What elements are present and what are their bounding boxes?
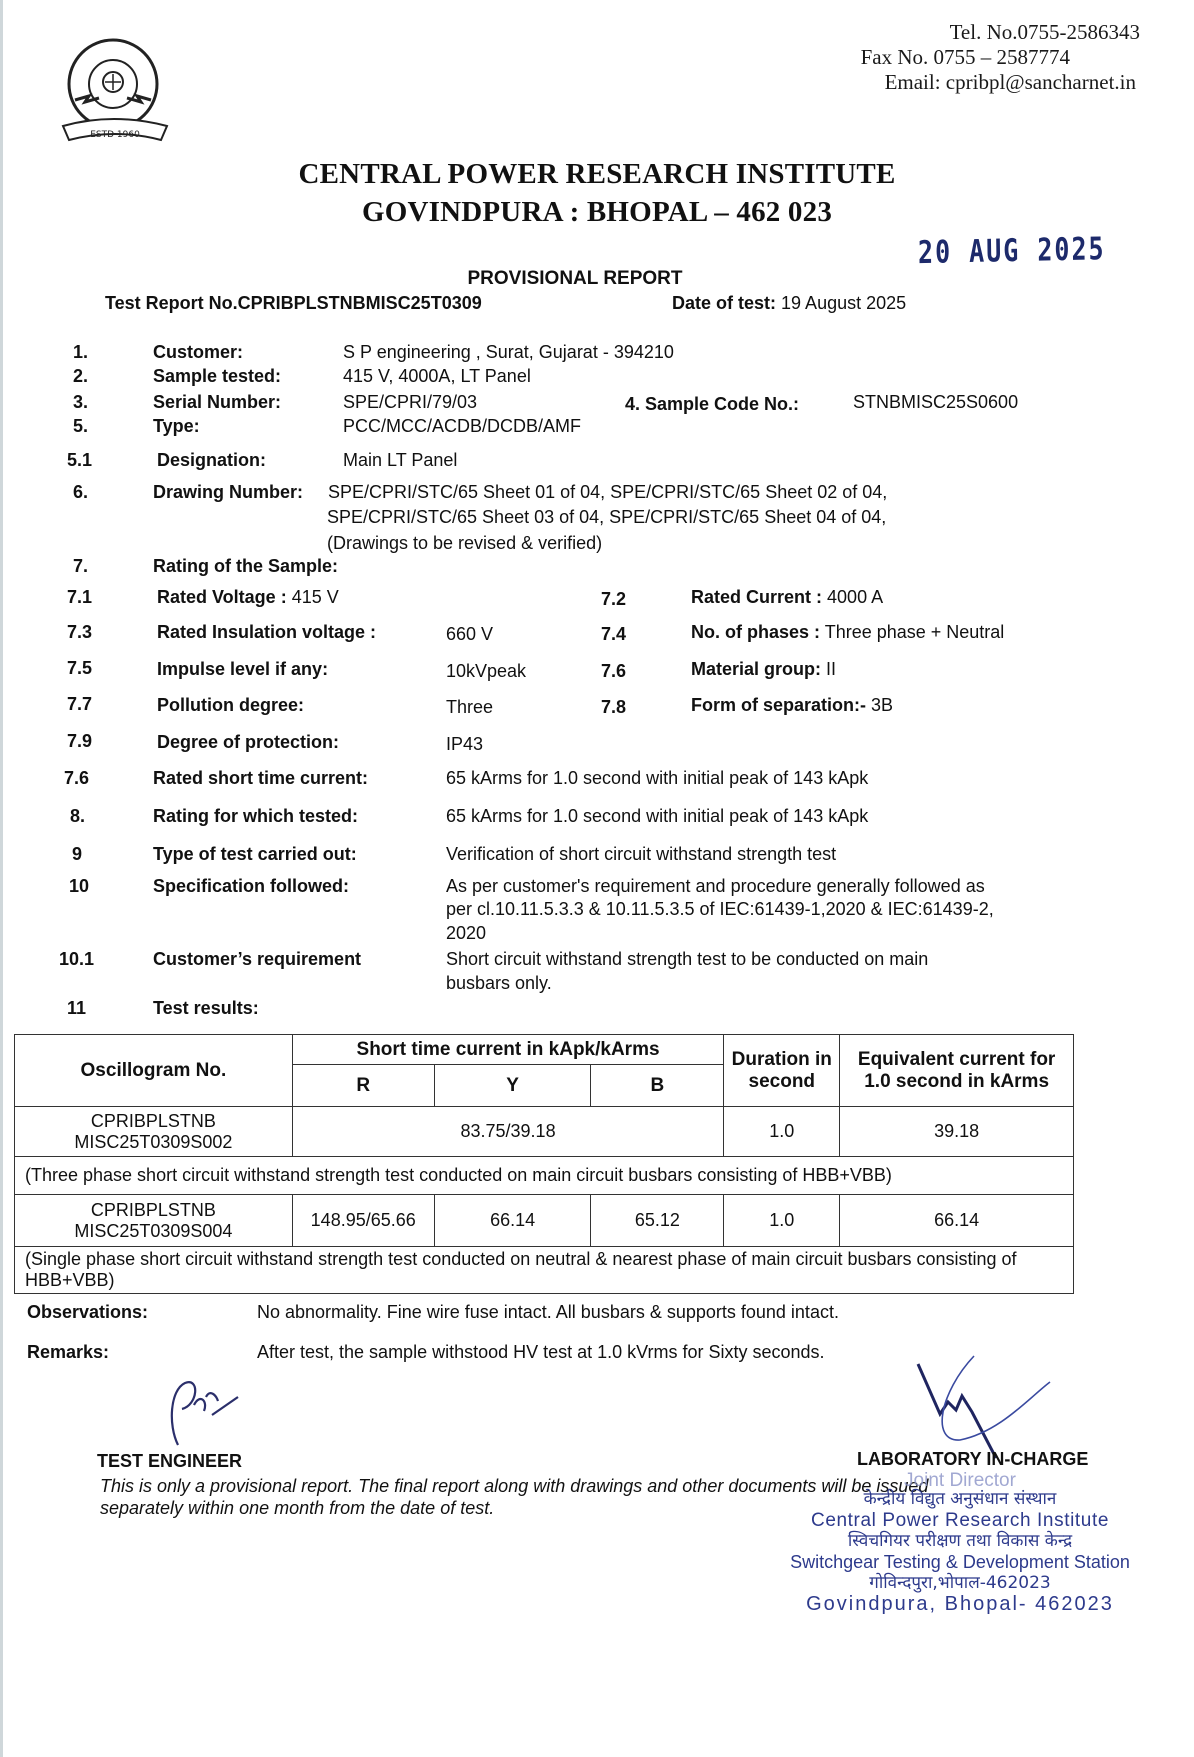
cpri-emblem-icon bbox=[55, 34, 175, 152]
impulse-level-label: Impulse level if any: bbox=[157, 659, 329, 679]
report-type: PROVISIONAL REPORT bbox=[467, 268, 683, 289]
header-equivalent-current: Equivalent current for 1.0 second in kArms bbox=[840, 1035, 1074, 1107]
table-note-row bbox=[15, 1157, 1074, 1195]
official-seal-stamp bbox=[780, 1470, 1140, 1615]
customer-label: Customer: bbox=[153, 342, 244, 362]
item-number: 7.6 bbox=[601, 661, 627, 681]
header-phase-y: Y bbox=[434, 1065, 591, 1107]
date-stamp: 20 AUG 2025 bbox=[917, 230, 1106, 271]
test-results-heading: Test results: bbox=[153, 998, 259, 1018]
item-number: 10.1 bbox=[59, 949, 95, 969]
disclaimer-line: This is only a provisional report. The final report along with drawings and other documents will be issued bbox=[100, 1476, 929, 1496]
phase-r-current: 148.95/65.66 bbox=[292, 1195, 434, 1247]
item-number: 7.6 bbox=[64, 768, 90, 788]
row-note: (Three phase short circuit withstand strength test conducted on main circuit busbars consisting of HBB+VBB) bbox=[15, 1157, 1074, 1195]
disclaimer-line: separately within one month from the date of test. bbox=[100, 1498, 495, 1518]
header-phase-r: R bbox=[292, 1065, 434, 1107]
rated-current bbox=[691, 587, 883, 608]
rated-current-value: 4000 A bbox=[827, 587, 884, 607]
item-number: 10 bbox=[69, 876, 90, 896]
rated-voltage-value: 415 V bbox=[291, 587, 339, 607]
remarks-value: After test, the sample withstood HV test at 1.0 kVrms for Sixty seconds. bbox=[257, 1342, 825, 1362]
table-row bbox=[15, 1195, 1074, 1247]
serial-number-label: Serial Number: bbox=[153, 392, 282, 412]
oscillogram-line: CPRIBPLSTNB bbox=[90, 1199, 216, 1220]
seal-institute: Central Power Research Institute bbox=[811, 1510, 1109, 1531]
serial-number-value: SPE/CPRI/79/03 bbox=[343, 392, 478, 412]
oscillogram-line: MISC25T0309S002 bbox=[74, 1131, 233, 1152]
phases-label: No. of phases : bbox=[691, 622, 821, 642]
type-label: Type: bbox=[153, 416, 200, 436]
sample-tested-value: 415 V, 4000A, LT Panel bbox=[343, 366, 531, 386]
degree-of-protection-label: Degree of protection: bbox=[157, 732, 340, 752]
row-note: (Single phase short circuit withstand strength test conducted on neutral & nearest phase of main circuit busbars consisting of HBB+VBB) bbox=[15, 1247, 1074, 1294]
institute-address: GOVINDPURA : BHOPAL – 462 023 bbox=[361, 196, 833, 228]
item-number: 7.4 bbox=[601, 624, 627, 644]
item-number: 7.2 bbox=[601, 589, 627, 609]
item-number: 7.5 bbox=[67, 658, 93, 678]
item-number: 5.1 bbox=[67, 450, 93, 470]
seal-designation: Joint Director bbox=[904, 1470, 1016, 1491]
table-row bbox=[15, 1107, 1074, 1157]
rating-tested-label: Rating for which tested: bbox=[153, 806, 359, 826]
rated-short-time-current-label: Rated short time current: bbox=[153, 768, 369, 788]
insulation-voltage-value: 660 V bbox=[446, 624, 494, 644]
material-group bbox=[691, 659, 836, 680]
item-number: 11 bbox=[67, 998, 87, 1018]
rating-heading: Rating of the Sample: bbox=[153, 556, 339, 576]
rated-current-label: Rated Current : bbox=[691, 587, 823, 607]
item-number: 1. bbox=[73, 342, 89, 362]
test-engineer-title: TEST ENGINEER bbox=[97, 1451, 243, 1471]
specification-line: 2020 bbox=[446, 923, 487, 943]
fax: Fax No. 0755 – 2587774 bbox=[860, 45, 1070, 69]
seal-hindi-address: गोविन्दपुरा,भोपाल-462023 bbox=[869, 1573, 1051, 1593]
scan-edge bbox=[0, 0, 3, 1757]
oscillogram-number bbox=[15, 1107, 293, 1157]
duration: 1.0 bbox=[724, 1195, 840, 1247]
date-of-test-label: Date of test: bbox=[672, 293, 777, 313]
phases-value: Three phase + Neutral bbox=[824, 622, 1005, 642]
specification-line: per cl.10.11.5.3.3 & 10.11.5.3.5 of IEC:61439-1,2020 & IEC:61439-2, bbox=[446, 899, 994, 919]
rated-voltage-label: Rated Voltage : bbox=[157, 587, 287, 607]
item-number: 5. bbox=[73, 416, 89, 436]
designation-label: Designation: bbox=[157, 450, 267, 470]
specification-line: As per customer's requirement and procedure generally followed as bbox=[446, 876, 985, 896]
item-number: 3. bbox=[73, 392, 89, 412]
date-of-test-value: 19 August 2025 bbox=[781, 293, 907, 313]
impulse-level-value: 10kVpeak bbox=[446, 661, 527, 681]
drawing-line: SPE/CPRI/STC/65 Sheet 03 of 04, SPE/CPRI/STC/65 Sheet 04 of 04, bbox=[327, 507, 887, 527]
table-note-row bbox=[15, 1247, 1074, 1294]
institute-name: CENTRAL POWER RESEARCH INSTITUTE bbox=[298, 158, 896, 190]
oscillogram-line: CPRIBPLSTNB bbox=[90, 1110, 216, 1131]
report-number: Test Report No.CPRIBPLSTNBMISC25T0309 bbox=[105, 293, 482, 313]
item-number: 9 bbox=[72, 844, 83, 864]
insulation-voltage-label: Rated Insulation voltage : bbox=[157, 622, 377, 642]
telephone: Tel. No.0755-2586343 bbox=[949, 20, 1140, 44]
phase-y-current: 66.14 bbox=[434, 1195, 591, 1247]
observations-label: Observations: bbox=[27, 1302, 149, 1322]
test-type-label: Type of test carried out: bbox=[153, 844, 357, 864]
seal-address: Govindpura, Bhopal- 462023 bbox=[806, 1593, 1114, 1615]
customer-requirement-label: Customer’s requirement bbox=[153, 949, 362, 969]
item-number: 7.9 bbox=[67, 731, 93, 751]
rating-tested-value: 65 kArms for 1.0 second with initial peak of 143 kApk bbox=[446, 806, 869, 826]
item-number: 7.3 bbox=[67, 622, 93, 642]
sample-code-value: STNBMISC25S0600 bbox=[853, 392, 1019, 412]
sample-code-label: 4. Sample Code No.: bbox=[625, 394, 800, 414]
combined-current: 83.75/39.18 bbox=[292, 1107, 724, 1157]
form-of-separation-label: Form of separation:- bbox=[691, 695, 867, 715]
lab-in-charge-signature-icon bbox=[900, 1352, 1060, 1462]
rated-short-time-current-value: 65 kArms for 1.0 second with initial peak of 143 kApk bbox=[446, 768, 869, 788]
email: Email: cpribpl@sancharnet.in bbox=[884, 70, 1136, 94]
lab-in-charge-title: LABORATORY IN-CHARGE bbox=[857, 1449, 1089, 1469]
date-of-test bbox=[672, 293, 906, 314]
degree-of-protection-value: IP43 bbox=[446, 734, 484, 754]
observations-value: No abnormality. Fine wire fuse intact. All busbars & supports found intact. bbox=[257, 1302, 839, 1322]
header-phase-b: B bbox=[591, 1065, 724, 1107]
item-number: 7. bbox=[73, 556, 89, 576]
duration: 1.0 bbox=[724, 1107, 840, 1157]
item-number: 8. bbox=[70, 806, 86, 826]
material-group-value: II bbox=[826, 659, 837, 679]
designation-value: Main LT Panel bbox=[343, 450, 458, 470]
oscillogram-line: MISC25T0309S004 bbox=[74, 1220, 233, 1241]
customer-value: S P engineering , Surat, Gujarat - 394210 bbox=[343, 342, 674, 362]
item-number: 7.8 bbox=[601, 697, 627, 717]
item-number: 6. bbox=[73, 482, 89, 502]
test-type-value: Verification of short circuit withstand strength test bbox=[446, 844, 837, 864]
equivalent-current: 39.18 bbox=[840, 1107, 1074, 1157]
pollution-degree-value: Three bbox=[446, 697, 494, 717]
material-group-label: Material group: bbox=[691, 659, 822, 679]
svg-text:ESTD 1960: ESTD 1960 bbox=[90, 130, 140, 140]
seal-station: Switchgear Testing & Development Station bbox=[790, 1552, 1130, 1572]
equivalent-current: 66.14 bbox=[840, 1195, 1074, 1247]
header-oscillogram: Oscillogram No. bbox=[15, 1035, 293, 1107]
phases bbox=[691, 622, 1004, 643]
rated-voltage bbox=[157, 587, 339, 608]
remarks-label: Remarks: bbox=[27, 1342, 110, 1362]
item-number: 7.7 bbox=[67, 694, 93, 714]
customer-requirement-line: Short circuit withstand strength test to be conducted on main bbox=[446, 949, 929, 969]
drawing-number-label: Drawing Number: bbox=[153, 482, 304, 502]
type-value: PCC/MCC/ACDB/DCDB/AMF bbox=[343, 416, 582, 436]
item-number: 2. bbox=[73, 366, 89, 386]
header-duration: Duration in second bbox=[724, 1035, 840, 1107]
contact-block bbox=[861, 20, 1140, 95]
customer-requirement-line: busbars only. bbox=[446, 973, 552, 993]
test-engineer-signature-icon bbox=[160, 1375, 250, 1455]
pollution-degree-label: Pollution degree: bbox=[157, 695, 305, 715]
oscillogram-number bbox=[15, 1195, 293, 1247]
test-results-table bbox=[14, 1034, 1074, 1294]
specification-label: Specification followed: bbox=[153, 876, 350, 896]
form-of-separation bbox=[691, 695, 893, 716]
drawing-note: (Drawings to be revised & verified) bbox=[327, 533, 603, 553]
seal-hindi-institute: केन्द्रीय विद्युत अनुसंधान संस्थान bbox=[863, 1489, 1057, 1509]
form-of-separation-value: 3B bbox=[871, 695, 894, 715]
item-number: 7.1 bbox=[67, 587, 93, 607]
phase-b-current: 65.12 bbox=[591, 1195, 724, 1247]
sample-tested-label: Sample tested: bbox=[153, 366, 282, 386]
seal-hindi-station: स्विचगियर परीक्षण तथा विकास केन्द्र bbox=[847, 1531, 1073, 1551]
drawing-line: SPE/CPRI/STC/65 Sheet 01 of 04, SPE/CPRI/STC/65 Sheet 02 of 04, bbox=[328, 482, 888, 502]
header-short-time-current: Short time current in kApk/kArms bbox=[292, 1035, 724, 1065]
